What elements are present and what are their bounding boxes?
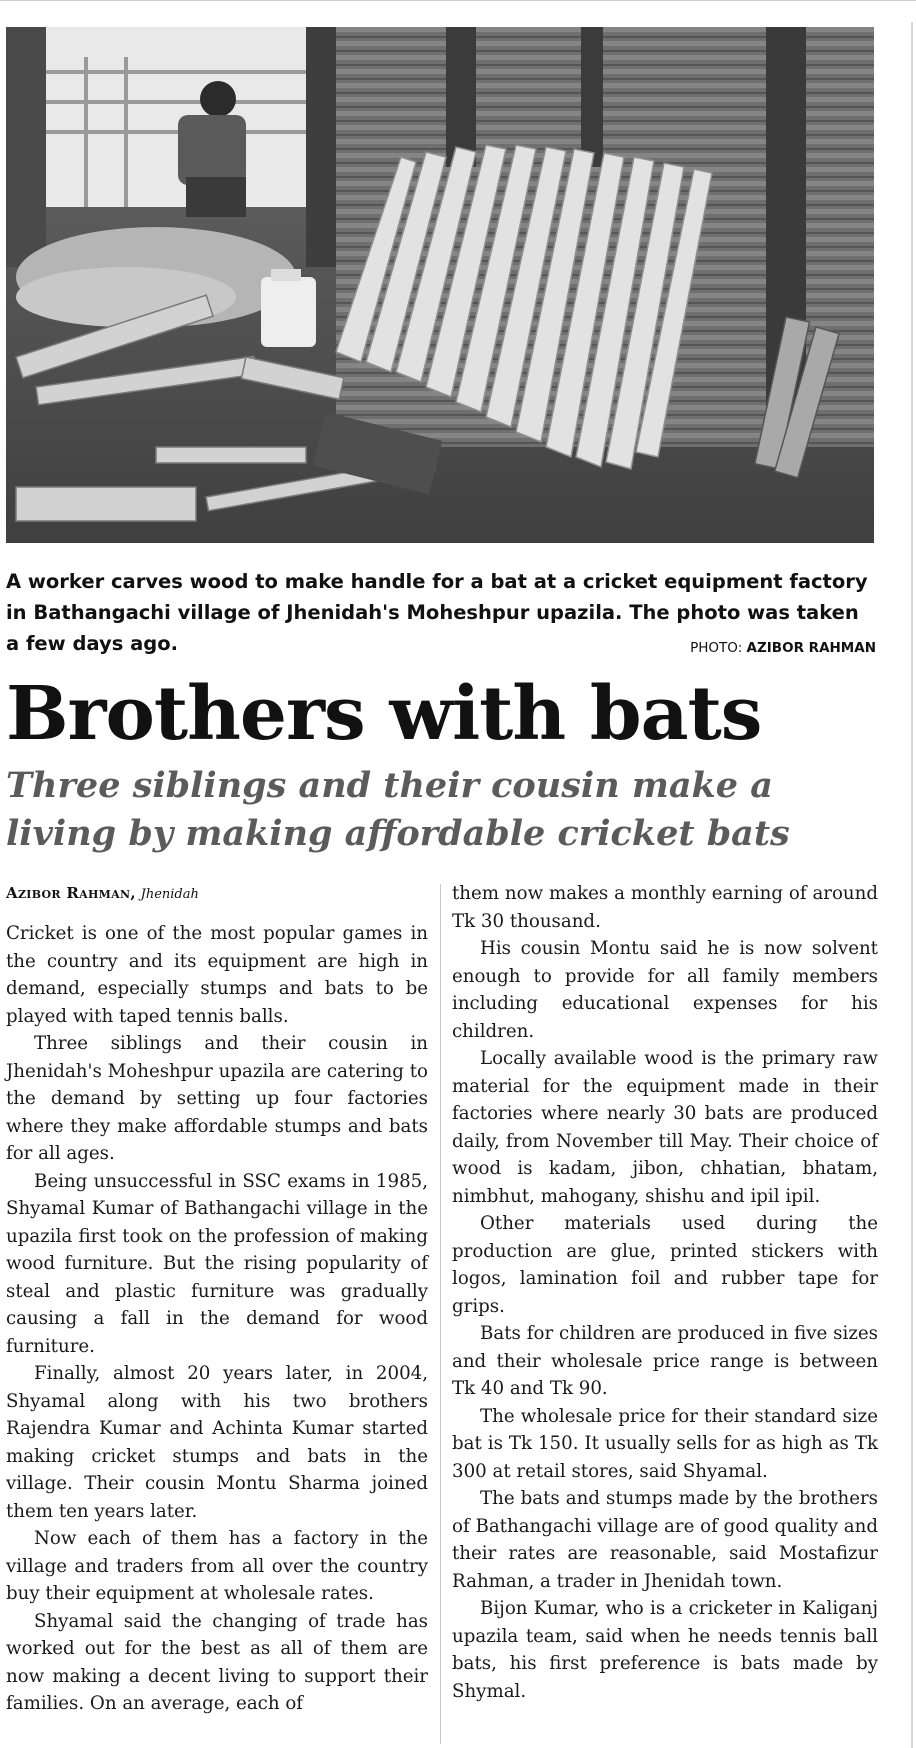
paragraph: them now makes a monthly earning of around Tk 30 thousand. [452, 883, 878, 932]
page-edge-rule [911, 22, 913, 1748]
article-photo [6, 27, 874, 543]
paragraph: Other materials used during the production are glue, printed stickers with logos, lamination foil and rubber tape for grips. [452, 1213, 878, 1317]
paragraph: Finally, almost 20 years later, in 2004, Shyamal along with his two brothers Rajendra Kumar and Achinta Kumar started making cricket stumps and bats in the village. Their cousin Montu Sharma joined them ten years later. [6, 1363, 428, 1522]
paragraph: Bijon Kumar, who is a cricketer in Kaliganj upazila team, said when he needs tennis ball bats, his first preference is bats made by Shymal. [452, 1598, 878, 1702]
byline-place: Jhenidah [140, 887, 199, 902]
paragraph: Bats for children are produced in five sizes and their wholesale price range is between Tk 40 and Tk 90. [452, 1323, 878, 1399]
top-rule [0, 0, 916, 1]
article-column-right [452, 880, 878, 1705]
paragraph: His cousin Montu said he is now solvent enough to provide for all family members including educational expenses for his children. [452, 938, 878, 1042]
headline: Brothers with bats [6, 671, 762, 757]
article-column-left [6, 920, 428, 1718]
credit-name: AZIBOR RAHMAN [746, 640, 876, 656]
paragraph: Shyamal said the changing of trade has worked out for the best as all of them are now making a decent living to support their families. On an average, each of [6, 1610, 428, 1714]
paragraph: Being unsuccessful in SSC exams in 1985, Shyamal Kumar of Bathangachi village in the upazila first took on the profession of making wood furniture. But the rising popularity of steal and plastic furniture was gradually causing a fall in the demand for wood furniture. [6, 1170, 428, 1357]
byline [6, 884, 199, 902]
column-divider [440, 884, 441, 1744]
paragraph: Cricket is one of the most popular games in the country and its equipment are high in demand, especially stumps and bats to be played with taped tennis balls. [6, 923, 428, 1027]
photo-credit [690, 640, 876, 656]
subheadline: Three siblings and their cousin make a living by making affordable cricket bats [6, 765, 790, 854]
photo-caption: A worker carves wood to make handle for a bat at a cricket equipment factory in Bathangachi village of Jhenidah's Moheshpur upazila. The photo was taken a few days ago. [6, 570, 868, 655]
paragraph: Now each of them has a factory in the village and traders from all over the country buy their equipment at wholesale rates. [6, 1528, 428, 1604]
credit-prefix: PHOTO: [690, 640, 747, 656]
byline-name: Azibor Rahman, [6, 884, 136, 902]
paragraph: Locally available wood is the primary raw material for the equipment made in their factories where nearly 30 bats are produced daily, from November till May. Their choice of wood is kadam, jibon, chhatian, bhatam, nimbhut, mahogany, shishu and ipil ipil. [452, 1048, 878, 1207]
paragraph: The wholesale price for their standard size bat is Tk 150. It usually sells for as high as Tk 300 at retail stores, said Shyamal. [452, 1405, 878, 1482]
paragraph: Three siblings and their cousin in Jhenidah's Moheshpur upazila are catering to the demand by setting up four factories where they make affordable stumps and bats for all ages. [6, 1033, 428, 1164]
paragraph: The bats and stumps made by the brothers of Bathangachi village are of good quality and their rates are reasonable, said Mostafizur Rahman, a trader in Jhenidah town. [452, 1488, 878, 1592]
